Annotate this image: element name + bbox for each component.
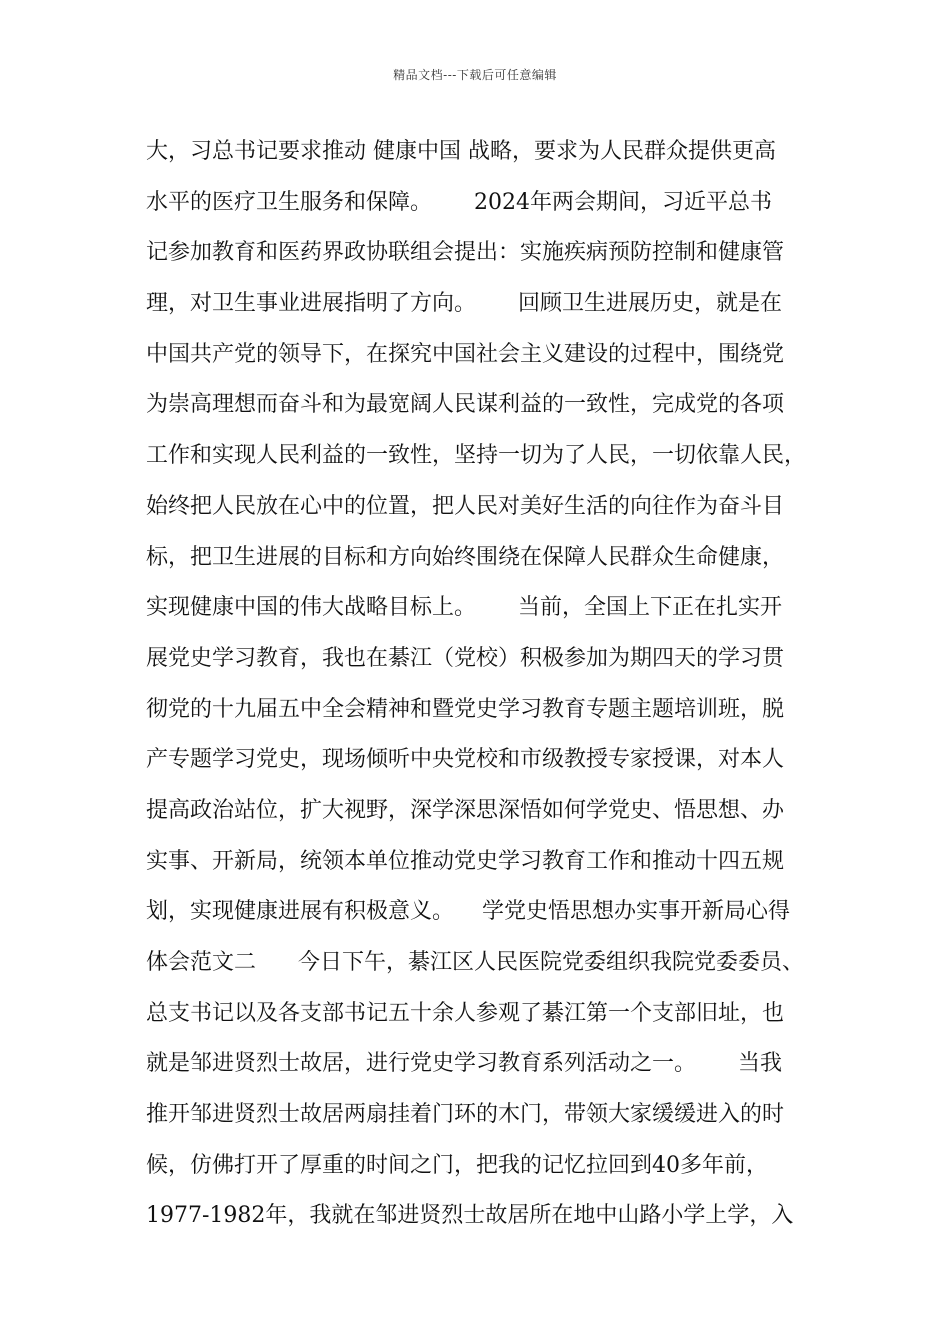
text-line: 大，习总书记要求推动 健康中国 战略，要求为人民群众提供更高 [146, 139, 776, 164]
text-line: 实现健康中国的伟大战略目标上。 当前，全国上下正在扎实开 [146, 595, 782, 621]
text-line: 体会范文二 今日下午，綦江区人民医院党委组织我院党委委员、 [146, 950, 804, 975]
text-line: 始终把人民放在心中的位置，把人民对美好生活的向往作为奋斗目 [146, 493, 785, 519]
body-text [146, 130, 836, 1245]
text-line: 划，实现健康进展有积极意义。 学党史悟思想办实事开新局心得 [146, 899, 790, 925]
text-line: 实事、开新局，统领本单位推动党史学习教育工作和推动十四五规 [146, 848, 785, 874]
page-header: 精品文档---下载后可任意编辑 [393, 68, 557, 82]
text-line: 记参加教育和医药界政协联组会提出：实施疾病预防控制和健康管 [146, 240, 785, 266]
text-line: 水平的医疗卫生服务和保障。 2024年两会期间，习近平总书 [146, 189, 772, 215]
text-line: 候，仿佛打开了厚重的时间之门，把我的记忆拉回到40多年前， [146, 1152, 768, 1178]
text-line: 总支书记以及各支部书记五十余人参观了綦江第一个支部旧址，也 [146, 1000, 785, 1026]
text-line: 彻党的十九届五中全会精神和暨党史学习教育专题主题培训班，脱 [146, 696, 785, 722]
text-line: 为崇高理想而奋斗和为最宽阔人民谋利益的一致性，完成党的各项 [146, 392, 785, 418]
text-line: 提高政治站位，扩大视野，深学深思深悟如何学党史、悟思想、办 [146, 797, 785, 823]
text-line: 展党史学习教育，我也在綦江（党校）积极参加为期四天的学习贯 [146, 645, 785, 671]
text-line: 标，把卫生进展的目标和方向始终围绕在保障人民群众生命健康， [146, 544, 785, 570]
text-line: 产专题学习党史，现场倾听中央党校和市级教授专家授课，对本人 [146, 747, 785, 773]
text-line: 工作和实现人民利益的一致性，坚持一切为了人民，一切依靠人民， [146, 443, 807, 469]
text-line: 理，对卫生事业进展指明了方向。 回顾卫生进展历史，就是在 [146, 291, 782, 317]
text-line: 就是邹进贤烈士故居，进行党史学习教育系列活动之一。 当我 [146, 1051, 782, 1077]
text-line: 中国共产党的领导下，在探究中国社会主义建设的过程中，围绕党 [146, 341, 785, 367]
text-line: 1977-1982年，我就在邹进贤烈士故居所在地中山路小学上学，入 [146, 1203, 794, 1229]
text-line: 推开邹进贤烈士故居两扇挂着门环的木门，带领大家缓缓进入的时 [146, 1102, 785, 1128]
